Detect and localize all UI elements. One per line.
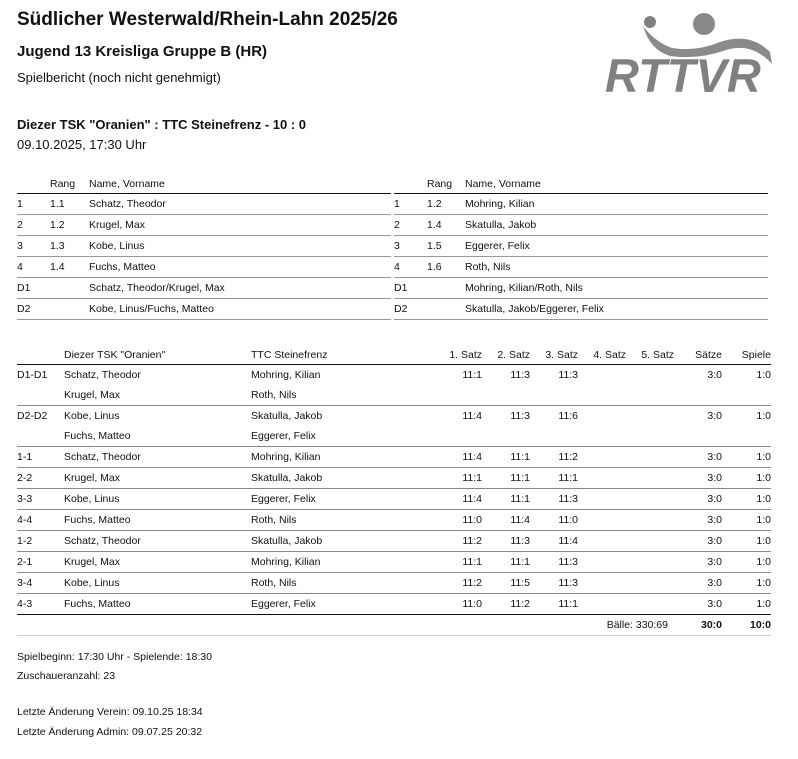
lineup-header-row <box>17 175 391 194</box>
set-1-score <box>424 426 482 447</box>
set-2-header: 2. Satz <box>497 349 530 361</box>
set-4-score <box>578 365 626 386</box>
table-tennis-player-icon <box>600 8 778 100</box>
home-player: Krugel, Max <box>64 556 121 568</box>
set-5-score <box>626 489 674 510</box>
game-pairing: 1-2 <box>17 535 33 547</box>
lineup-rank: 1.2 <box>50 219 65 231</box>
lineup-position: 2 <box>17 219 23 231</box>
guest-player: Skatulla, Jakob <box>251 410 323 422</box>
spiele-score: 1:0 <box>756 577 771 589</box>
game-pairing: 2-1 <box>17 556 33 568</box>
set-3-score: 11:1 <box>558 598 578 610</box>
lineup-rank: 1.1 <box>50 198 65 210</box>
set-4-score <box>578 489 626 510</box>
svg-text:RTTVR: RTTVR <box>605 49 761 100</box>
set-3-score: 11:0 <box>558 514 578 526</box>
set-4-score <box>578 552 626 573</box>
set-3-score: 11:3 <box>558 369 578 381</box>
lineup-position: D1 <box>394 282 408 294</box>
set-2-score <box>482 385 530 406</box>
set-5-header: 5. Satz <box>641 349 674 361</box>
lineup-rank: 1.2 <box>427 198 442 210</box>
guest-player: Eggerer, Felix <box>251 493 316 505</box>
guest-lineup-row <box>394 194 768 215</box>
guest-player: Roth, Nils <box>251 577 297 589</box>
spiele-score: 1:0 <box>756 472 771 484</box>
last-change-club: Letzte Änderung Verein: 09.10.25 18:34 <box>17 706 203 718</box>
guest-player: Roth, Nils <box>251 514 297 526</box>
set-1-score: 11:0 <box>462 514 482 526</box>
set-2-score: 11:1 <box>510 451 530 463</box>
set-4-score <box>578 468 626 489</box>
set-5-score <box>626 573 674 594</box>
set-4-score <box>578 573 626 594</box>
lineup-position: 1 <box>17 198 23 210</box>
lineup-rank <box>50 299 89 320</box>
rang-header: Rang <box>50 178 76 190</box>
match-times: Spielbeginn: 17:30 Uhr - Spielende: 18:30 <box>17 651 212 663</box>
set-5-score <box>626 365 674 386</box>
guest-player: Skatulla, Jakob <box>251 535 323 547</box>
lineup-header-row <box>394 175 768 194</box>
game-row <box>17 552 771 573</box>
lineup-player-name: Schatz, Theodor/Krugel, Max <box>89 282 225 294</box>
lineup-player-name: Eggerer, Felix <box>465 240 530 252</box>
game-row <box>17 531 771 552</box>
lineup-position: 1 <box>394 198 400 210</box>
game-row <box>17 406 771 427</box>
saetze-score: 3:0 <box>707 577 722 589</box>
game-row <box>17 594 771 615</box>
match-result: Diezer TSK "Oranien" : TTC Steinefrenz - 10 : 0 <box>17 117 306 132</box>
set-3-score: 11:2 <box>558 451 578 463</box>
saetze-score: 3:0 <box>707 598 722 610</box>
set-5-score <box>626 531 674 552</box>
game-pairing <box>17 385 64 406</box>
balls-total: Bälle: 330:69 <box>606 619 668 631</box>
lineup-position: D1 <box>17 282 31 294</box>
last-change-admin: Letzte Änderung Admin: 09.07.25 20:32 <box>17 726 203 738</box>
set-3-score <box>530 426 578 447</box>
guest-player: Mohring, Kilian <box>251 556 321 568</box>
game-pairing: 4-4 <box>17 514 33 526</box>
set-1-score: 11:4 <box>462 410 482 422</box>
spiele-score: 1:0 <box>756 451 771 463</box>
lineup-player-name: Mohring, Kilian/Roth, Nils <box>465 282 583 294</box>
lineup-player-name: Krugel, Max <box>89 219 146 231</box>
lineup-rank: 1.5 <box>427 240 442 252</box>
lineup-position: 4 <box>394 261 400 273</box>
lineup-rank: 1.3 <box>50 240 65 252</box>
saetze-score: 3:0 <box>707 556 722 568</box>
home-lineup-row <box>17 299 391 320</box>
spiele-score: 1:0 <box>756 535 771 547</box>
saetze-score: 3:0 <box>707 472 722 484</box>
set-1-score: 11:1 <box>462 369 482 381</box>
guest-player: Eggerer, Felix <box>251 598 316 610</box>
lineup-position: 3 <box>394 240 400 252</box>
spectator-count: Zuschaueranzahl: 23 <box>17 670 116 682</box>
game-row <box>17 489 771 510</box>
lineup-rank: 1.4 <box>427 219 442 231</box>
guest-lineup-row <box>394 299 768 320</box>
set-2-score <box>482 426 530 447</box>
game-pairing: 1-1 <box>17 451 33 463</box>
home-lineup-row <box>17 278 391 299</box>
saetze-total: 30:0 <box>700 619 722 631</box>
set-2-score: 11:3 <box>510 410 530 422</box>
lineup-player-name: Roth, Nils <box>465 261 511 273</box>
game-row <box>17 385 771 406</box>
set-2-score: 11:2 <box>510 598 530 610</box>
games-header-row <box>17 346 771 365</box>
game-pairing: 3-4 <box>17 577 33 589</box>
set-4-score <box>578 510 626 531</box>
set-3-score: 11:6 <box>558 410 578 422</box>
set-1-score: 11:2 <box>462 577 482 589</box>
home-player: Fuchs, Matteo <box>64 598 131 610</box>
lineup-rank <box>427 278 465 299</box>
lineup-player-name: Skatulla, Jakob <box>465 219 537 231</box>
set-1-score: 11:0 <box>462 598 482 610</box>
set-4-score <box>578 531 626 552</box>
saetze-score <box>674 426 722 447</box>
guest-team-header: TTC Steinefrenz <box>251 349 328 361</box>
set-2-score: 11:3 <box>510 535 530 547</box>
set-3-score: 11:3 <box>558 577 578 589</box>
lineup-rank: 1.6 <box>427 261 442 273</box>
game-pairing: D2-D2 <box>17 410 48 422</box>
spiele-score: 1:0 <box>756 410 771 422</box>
set-5-score <box>626 510 674 531</box>
set-5-score <box>626 447 674 468</box>
game-row <box>17 365 771 386</box>
lineup-player-name: Fuchs, Matteo <box>89 261 156 273</box>
lineup-rank: 1.4 <box>50 261 65 273</box>
set-4-score <box>578 406 626 427</box>
guest-lineup-row <box>394 215 768 236</box>
guest-player: Eggerer, Felix <box>251 430 316 442</box>
spiele-score: 1:0 <box>756 556 771 568</box>
home-lineup-row <box>17 215 391 236</box>
game-row <box>17 510 771 531</box>
guest-player: Mohring, Kilian <box>251 451 321 463</box>
set-2-score: 11:3 <box>510 369 530 381</box>
spiele-score <box>722 385 771 406</box>
home-player: Fuchs, Matteo <box>64 514 131 526</box>
name-header: Name, Vorname <box>465 178 541 190</box>
match-datetime: 09.10.2025, 17:30 Uhr <box>17 137 147 152</box>
saetze-header: Sätze <box>695 349 722 361</box>
lineup-position: 2 <box>394 219 400 231</box>
set-5-score <box>626 426 674 447</box>
set-3-score <box>530 385 578 406</box>
home-player: Schatz, Theodor <box>64 535 141 547</box>
rang-header: Rang <box>427 178 453 190</box>
saetze-score: 3:0 <box>707 451 722 463</box>
set-4-header: 4. Satz <box>593 349 626 361</box>
home-lineup-row <box>17 236 391 257</box>
game-pairing: 2-2 <box>17 472 33 484</box>
rttvr-logo <box>600 8 778 100</box>
home-player: Kobe, Linus <box>64 577 120 589</box>
saetze-score: 3:0 <box>707 410 722 422</box>
home-player: Krugel, Max <box>64 472 121 484</box>
games-table <box>17 346 771 636</box>
set-4-score <box>578 426 626 447</box>
set-3-score: 11:3 <box>558 493 578 505</box>
set-2-score: 11:1 <box>510 472 530 484</box>
home-player: Schatz, Theodor <box>64 369 141 381</box>
home-lineup-table <box>17 175 391 320</box>
set-1-score: 11:1 <box>462 556 482 568</box>
report-title: Südlicher Westerwald/Rhein-Lahn 2025/26 <box>17 9 398 30</box>
set-1-score: 11:4 <box>462 493 482 505</box>
home-player: Fuchs, Matteo <box>64 430 131 442</box>
saetze-score: 3:0 <box>707 535 722 547</box>
home-team-header: Diezer TSK "Oranien" <box>64 349 166 361</box>
game-pairing: 3-3 <box>17 493 33 505</box>
game-row <box>17 447 771 468</box>
spiele-score: 1:0 <box>756 514 771 526</box>
home-player: Kobe, Linus <box>64 493 120 505</box>
set-1-header: 1. Satz <box>449 349 482 361</box>
lineup-position: 4 <box>17 261 23 273</box>
saetze-score <box>674 385 722 406</box>
set-4-score <box>578 385 626 406</box>
set-2-score: 11:1 <box>510 556 530 568</box>
set-2-score: 11:5 <box>510 577 530 589</box>
spiele-header: Spiele <box>741 349 771 361</box>
set-2-score: 11:1 <box>510 493 530 505</box>
set-3-score: 11:4 <box>558 535 578 547</box>
saetze-score: 3:0 <box>707 493 722 505</box>
set-1-score: 11:1 <box>462 472 482 484</box>
set-3-score: 11:3 <box>558 556 578 568</box>
spiele-score <box>722 426 771 447</box>
set-1-score: 11:2 <box>462 535 482 547</box>
saetze-score: 3:0 <box>707 369 722 381</box>
lineup-position: D2 <box>17 303 31 315</box>
set-1-score: 11:4 <box>462 451 482 463</box>
game-row <box>17 468 771 489</box>
report-status: Spielbericht (noch nicht genehmigt) <box>17 70 221 85</box>
home-lineup-row <box>17 257 391 278</box>
set-4-score <box>578 447 626 468</box>
spiele-total: 10:0 <box>749 619 771 631</box>
set-5-score <box>626 385 674 406</box>
game-pairing: 4-3 <box>17 598 33 610</box>
saetze-score: 3:0 <box>707 514 722 526</box>
set-5-score <box>626 594 674 615</box>
game-row <box>17 426 771 447</box>
set-4-score <box>578 594 626 615</box>
guest-lineup-row <box>394 278 768 299</box>
set-1-score <box>424 385 482 406</box>
lineup-player-name: Kobe, Linus/Fuchs, Matteo <box>89 303 214 315</box>
totals-row <box>17 615 771 636</box>
lineup-player-name: Kobe, Linus <box>89 240 145 252</box>
lineup-player-name: Skatulla, Jakob/Eggerer, Felix <box>465 303 604 315</box>
lineup-player-name: Mohring, Kilian <box>465 198 535 210</box>
set-3-header: 3. Satz <box>545 349 578 361</box>
spiele-score: 1:0 <box>756 598 771 610</box>
spiele-score: 1:0 <box>756 369 771 381</box>
set-3-score: 11:1 <box>558 472 578 484</box>
game-pairing <box>17 426 64 447</box>
lineup-position: D2 <box>394 303 408 315</box>
guest-player: Skatulla, Jakob <box>251 472 323 484</box>
set-5-score <box>626 552 674 573</box>
league-group: Jugend 13 Kreisliga Gruppe B (HR) <box>17 43 268 60</box>
game-pairing: D1-D1 <box>17 369 48 381</box>
home-player: Kobe, Linus <box>64 410 120 422</box>
spiele-score: 1:0 <box>756 493 771 505</box>
home-player: Krugel, Max <box>64 389 121 401</box>
set-5-score <box>626 406 674 427</box>
lineup-rank <box>50 278 89 299</box>
guest-player: Mohring, Kilian <box>251 369 321 381</box>
set-2-score: 11:4 <box>510 514 530 526</box>
lineup-rank <box>427 299 465 320</box>
game-row <box>17 573 771 594</box>
home-player: Schatz, Theodor <box>64 451 141 463</box>
guest-player: Roth, Nils <box>251 389 297 401</box>
lineup-player-name: Schatz, Theodor <box>89 198 166 210</box>
guest-lineup-row <box>394 236 768 257</box>
lineup-position: 3 <box>17 240 23 252</box>
set-5-score <box>626 468 674 489</box>
guest-lineup-row <box>394 257 768 278</box>
home-lineup-row <box>17 194 391 215</box>
name-header: Name, Vorname <box>89 178 165 190</box>
guest-lineup-table <box>394 175 768 320</box>
